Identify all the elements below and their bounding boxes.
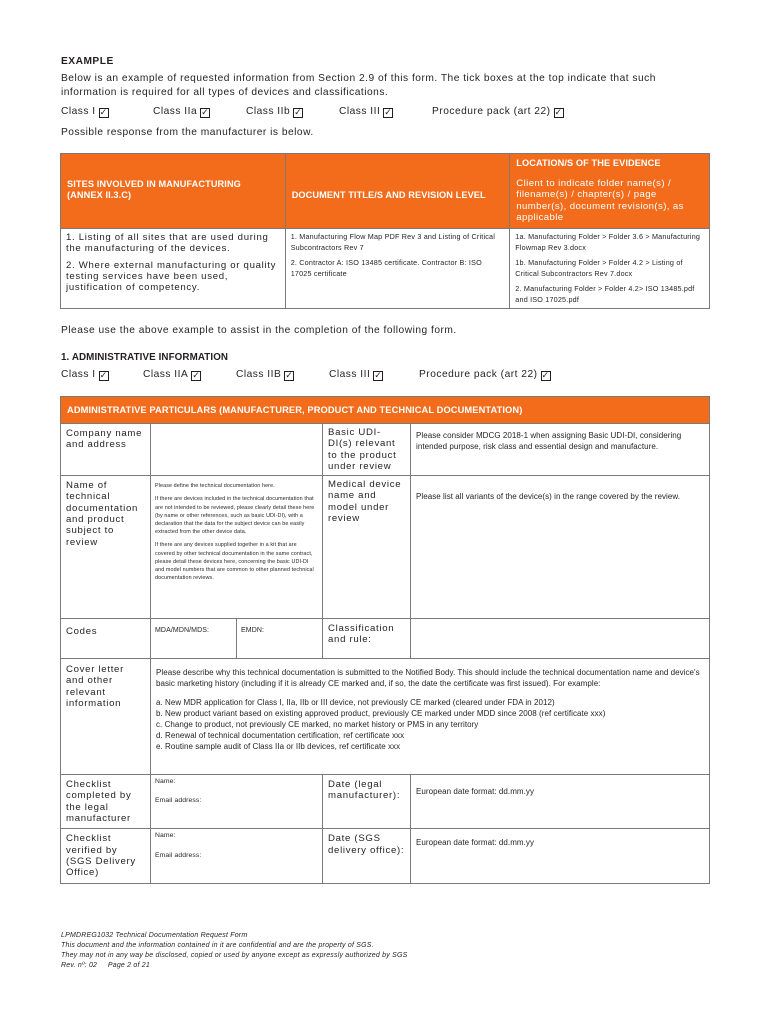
name-label: Name: — [155, 778, 176, 786]
date-legal-field[interactable]: European date format: dd.mm.yy — [411, 775, 710, 829]
example-title: EXAMPLE — [61, 56, 114, 67]
cover-field[interactable] — [151, 659, 710, 775]
classification-field[interactable] — [411, 619, 710, 659]
class-iii-checkbox[interactable]: Class III ✓ — [329, 369, 383, 381]
example-table — [60, 153, 710, 309]
location-cell — [510, 229, 710, 309]
use-example-text: Please use the above example to assist in the completion of the following form. — [61, 325, 457, 336]
tick-icon: ✓ — [99, 108, 108, 118]
cover-item-d: d. Renewal of technical documentation certification, ref certificate xxx — [156, 731, 405, 741]
class-iib-checkbox[interactable]: Class IIB ✓ — [236, 369, 294, 381]
tick-icon: ✓ — [554, 108, 563, 118]
tick-icon: ✓ — [384, 108, 393, 118]
company-field[interactable] — [151, 424, 323, 476]
tick-icon: ✓ — [201, 108, 210, 118]
footer-form-title: LPMDREG1032 Technical Documentation Request Form — [61, 932, 248, 939]
admin-table-header: ADMINISTRATIVE PARTICULARS (MANUFACTURER, PRODUCT AND TECHNICAL DOCUMENTATION) — [61, 397, 710, 424]
techdoc-field[interactable] — [151, 476, 323, 619]
footer-revision: Rev. nº: 02 Page 2 of 21 — [61, 962, 150, 969]
sites-item-2: 2. Where external manufacturing or quality testing services have been used, justification of competency. — [66, 259, 277, 294]
udi-label: Basic UDI-DI(s) relevant to the product under review — [323, 424, 411, 476]
email-label: Email address: — [155, 797, 202, 805]
footer-confidential: This document and the information contained in it are confidential and are the property of SGS. — [61, 942, 374, 949]
footer — [61, 931, 407, 971]
client-indicate-header: Client to indicate folder name(s) / filename(s) / chapter(s) / page number(s), document revision(s), as applicable — [510, 174, 710, 229]
date-legal-label: Date (legal manufacturer): — [323, 775, 411, 829]
techdoc-note-1: Please define the technical documentation here. — [155, 483, 275, 490]
location-item-3: 2. Manufacturing Folder > Folder 4.2> ISO 13485.pdf and ISO 17025.pdf — [515, 284, 695, 304]
cover-item-a: a. New MDR application for Class I, IIa, IIb or III device, not previously CE marked (cleared under FDA in 2012) — [156, 698, 555, 708]
classification-label: Classification and rule: — [323, 619, 411, 659]
location-item-1: 1a. Manufacturing Folder > Folder 3.6 > Manufacturing Flowmap Rev 3.docx — [515, 232, 701, 252]
udi-field[interactable]: Please consider MDCG 2018-1 when assigning Basic UDI-DI, considering intended purpose, risk class and essential design and manufacture. — [411, 424, 710, 476]
cover-item-e: e. Routine sample audit of Class IIa or IIb devices, ref certificate xxx — [156, 742, 401, 752]
example-intro-line2: information is required for all types of devices and classifications. — [61, 87, 389, 98]
date-sgs-label: Date (SGS delivery office): — [323, 829, 411, 883]
name-label: Name: — [155, 832, 176, 840]
checklist-completed-field[interactable] — [151, 775, 323, 829]
techdoc-label: Name of technical documentation and product subject to review — [61, 476, 151, 619]
example-class-i: Class I ✓ — [61, 106, 108, 118]
admin-table — [60, 396, 710, 884]
email-label: Email address: — [155, 851, 202, 859]
sites-header: SITES INVOLVED IN MANUFACTURING (ANNEX II.3.C) — [61, 174, 286, 229]
date-sgs-field[interactable]: European date format: dd.mm.yy — [411, 829, 710, 883]
checklist-verified-label: Checklist verified by (SGS Delivery Office) — [61, 829, 151, 883]
tick-icon[interactable]: ✓ — [192, 371, 201, 381]
checklist-completed-label: Checklist completed by the legal manufacturer — [61, 775, 151, 829]
example-class-iib: Class IIb ✓ — [246, 106, 303, 118]
cover-item-c: c. Change to product, not previously CE marked, no market history or PMS in any territory — [156, 720, 479, 730]
tick-icon[interactable]: ✓ — [374, 371, 383, 381]
model-label: Medical device name and model under review — [323, 476, 411, 619]
codes-label: Codes — [61, 619, 151, 659]
location-item-2: 1b. Manufacturing Folder > Folder 4.2 > Listing of Critical Subcontractors Rev 7.docx — [515, 258, 683, 278]
model-field[interactable]: Please list all variants of the device(s) in the range covered by the review. — [411, 476, 710, 619]
cover-note: Please describe why this technical documentation is submitted to the Notified Body. This should include the technical documentation name and device's basic marketing history (including if it is already CE marked and, if so, the date the certificate was first issued). For example: — [156, 668, 700, 689]
codes-mda-field[interactable]: MDA/MDN/MDS: — [151, 619, 237, 659]
location-header: LOCATION/S OF THE EVIDENCE — [510, 154, 710, 174]
example-intro-line1: Below is an example of requested information from Section 2.9 of this form. The tick boxes at the top indicate that such — [61, 73, 656, 84]
tick-icon[interactable]: ✓ — [285, 371, 294, 381]
example-class-iii: Class III ✓ — [339, 106, 393, 118]
doc-item-1: 1. Manufacturing Flow Map PDF Rev 3 and Listing of Critical Subcontractors Rev 7 — [290, 232, 496, 252]
class-i-checkbox[interactable]: Class I ✓ — [61, 369, 108, 381]
doc-title-header: DOCUMENT TITLE/S AND REVISION LEVEL — [285, 174, 510, 229]
tick-icon[interactable]: ✓ — [541, 371, 550, 381]
doc-title-cell — [285, 229, 510, 309]
codes-emdn-field[interactable]: EMDN: — [237, 619, 323, 659]
company-label: Company name and address — [61, 424, 151, 476]
section1-title: 1. ADMINISTRATIVE INFORMATION — [61, 352, 229, 363]
tick-icon: ✓ — [294, 108, 303, 118]
doc-item-2: 2. Contractor A: ISO 13485 certificate. Contractor B: ISO 17025 certificate — [290, 258, 482, 278]
procedure-pack-checkbox[interactable]: Procedure pack (art 22) ✓ — [419, 369, 550, 381]
possible-response-text: Possible response from the manufacturer is below. — [61, 127, 314, 138]
example-procedure-pack: Procedure pack (art 22) ✓ — [432, 106, 563, 118]
sites-item-1: 1. Listing of all sites that are used during the manufacturing of the devices. — [66, 232, 269, 255]
class-iia-checkbox[interactable]: Class IIA ✓ — [143, 369, 201, 381]
cover-label: Cover letter and other relevant information — [61, 659, 151, 775]
techdoc-note-2: If there are devices included in the technical documentation that are not intended to be reviewed, please clearly detail these here (by name or other references, such as basic UDI-DI), with a declaration that the data for the subject device can be easily extracted from the other device data. — [155, 496, 315, 536]
sites-cell — [61, 229, 286, 309]
footer-disclosure: They may not in any way be disclosed, copied or used by anyone except as expressly authorized by SGS — [61, 952, 408, 959]
checklist-verified-field[interactable] — [151, 829, 323, 883]
tick-icon[interactable]: ✓ — [99, 371, 108, 381]
cover-item-b: b. New product variant based on existing approved product, previously CE marked under MDD since 2008 (ref certificate xxx) — [156, 709, 606, 719]
techdoc-note-3: If there are any devices supplied together in a kit that are covered by other technical documentation in the same contract, please detail these devices here, concerning the basic UDI-DI and model numbers that are common to other planned technical documentation reviews. — [155, 542, 314, 582]
example-class-iia: Class IIa ✓ — [153, 106, 210, 118]
